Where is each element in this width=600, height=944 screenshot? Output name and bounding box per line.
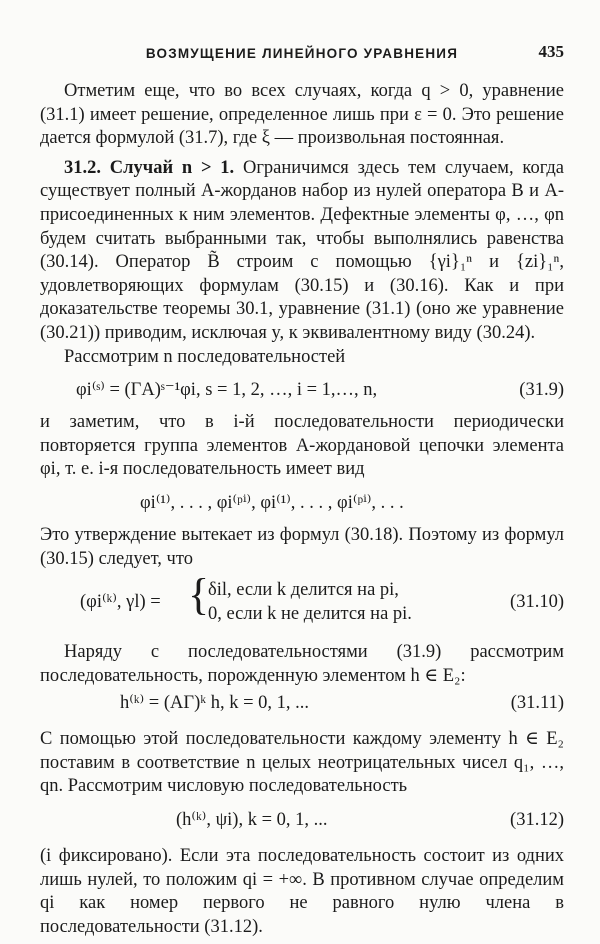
equation-31-9 <box>40 375 564 405</box>
page-body <box>40 80 564 939</box>
section-text: Ограничимся здесь тем случаем, когда существует полный A-жорданов набор из нулей оператора B и A-присоединенных к ним элементов. Дефектные элементы φ, …, φn будем считать выбранными так, чтобы выполнялись равенства (30.14). Оператор B̃ строим с помощью {γi}₁ⁿ и {zi}₁ⁿ, удовлетворяющих формулам (30.15) и (30.16). Как и при доказательстве теоремы 30.1, уравнение (31.1) (оно же уравнение (30.21)) приводим, исключая y, к эквивалентному виду (30.24). <box>40 157 564 343</box>
equation-31-12-formula: (h⁽ᵏ⁾, ψi), k = 0, 1, ... <box>176 810 328 831</box>
equation-31-12 <box>40 805 564 835</box>
paragraph-consider-sequences: Рассмотрим n последовательностей <box>64 346 346 367</box>
paragraph-follows: Это утверждение вытекает из формул (30.18). Поэтому из формул (30.15) следует, что <box>40 524 564 569</box>
paragraph-periodic: и заметим, что в i-й последовательности периодически повторяется группа элементов A-жордановой цепочки элемента φi, т. е. i-я последовательность имеет вид <box>40 412 564 480</box>
paragraph-intro: Отметим еще, что во всех случаях, когда q > 0, уравнение (31.1) имеет решение, определенное лишь при ε = 0. Это решение дается формулой (31.7), где ξ — произвольная постоянная. <box>40 81 564 149</box>
equation-31-10-number: (31.10) <box>510 592 564 613</box>
case-1: δil, если k делится на pi, <box>208 580 399 601</box>
equation-31-10-lhs: (φi⁽ᵏ⁾, γl) = <box>80 592 161 613</box>
paragraph-definition-qi: (i фиксировано). Если эта последовательность состоит из одних лишь нулей, то положим qi = +∞. В противном случае определим qi как номер первого не равного нулю члена в последовательности (31.12). <box>40 846 564 937</box>
running-title: ВОЗМУЩЕНИЕ ЛИНЕЙНОГО УРАВНЕНИЯ <box>145 46 459 61</box>
paragraph-generated: Наряду с последовательностями (31.9) рассмотрим последовательность, порожденную элементом h ∈ E₂: <box>40 642 564 686</box>
equation-31-9-formula: φi⁽ˢ⁾ = (ΓA)ˢ⁻¹φi, s = 1, 2, …, i = 1,…, n, <box>76 380 378 401</box>
section-31-2 <box>40 157 564 346</box>
paragraph-numeric-sequence: С помощью этой последовательности каждому элементу h ∈ E₂ поставим в соответствие n целых неотрицательных чисел q₁, …, qn. Рассмотрим числовую последовательность <box>40 729 564 797</box>
case-brace: { <box>188 570 210 620</box>
sequence-display <box>40 488 564 518</box>
case-2: 0, если k не делится на pi. <box>208 604 412 625</box>
equation-31-10 <box>40 571 564 635</box>
equation-31-11-number: (31.11) <box>510 693 564 714</box>
equation-31-11 <box>40 688 564 718</box>
page-header <box>40 40 564 62</box>
page-number: 435 <box>538 42 564 61</box>
equation-31-11-formula: h⁽ᵏ⁾ = (AΓ)ᵏ h, k = 0, 1, ... <box>120 693 310 714</box>
section-heading: 31.2. Случай n > 1. <box>64 157 235 178</box>
equation-31-9-number: (31.9) <box>519 380 564 401</box>
sequence-display-formula: φi⁽¹⁾, . . . , φi⁽ᵖⁱ⁾, φi⁽¹⁾, . . . , φi⁽ᵖⁱ⁾, . . . <box>140 492 404 513</box>
equation-31-12-number: (31.12) <box>510 810 564 831</box>
